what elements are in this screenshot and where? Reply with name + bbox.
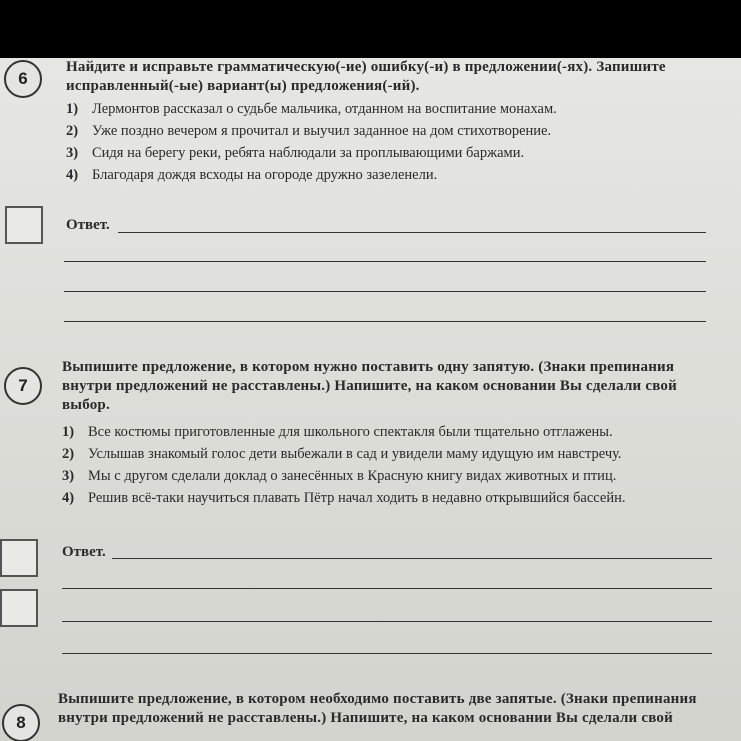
option-row <box>66 142 557 164</box>
option-number: 3) <box>66 145 79 161</box>
option-number: 1) <box>62 424 75 440</box>
answer-line[interactable] <box>64 291 706 292</box>
option-text: Мы с другом сделали доклад о занесённых в Красную книгу видах животных и птиц. <box>88 468 617 484</box>
option-number: 3) <box>62 468 75 484</box>
option-row <box>66 98 557 120</box>
answer-box-7-reason[interactable] <box>0 589 38 627</box>
option-number: 4) <box>62 490 75 506</box>
answer-line[interactable] <box>64 261 706 262</box>
option-row <box>66 120 557 142</box>
option-row <box>62 421 625 443</box>
option-number: 1) <box>66 101 79 117</box>
answer-line[interactable] <box>62 588 712 589</box>
option-row <box>66 164 557 186</box>
option-text: Сидя на берегу реки, ребята наблюдали за проплывающими баржами. <box>92 145 525 161</box>
option-text: Лермонтов рассказал о судьбе мальчика, отданном на воспитание монахам. <box>92 101 557 117</box>
answer-box-7[interactable] <box>0 539 38 577</box>
answer-line[interactable] <box>62 621 712 622</box>
option-number: 2) <box>62 446 75 462</box>
worksheet-page <box>0 58 741 741</box>
question-6-options <box>66 98 557 186</box>
option-row <box>62 465 625 487</box>
question-6-instruction: Найдите и исправьте грамматическую(-ие) ошибку(-и) в предложении(-ях). Запишите исправленный(-ые) вариант(ы) предложения(-ий). <box>66 59 666 94</box>
answer-line[interactable] <box>112 558 712 559</box>
question-6-number: 6 <box>4 60 42 98</box>
question-7-instruction: Выпишите предложение, в котором нужно поставить одну запятую. (Знаки препинания внутри предложений не расставлены.) Напишите, на каком основании Вы сделали свой выбор. <box>62 359 677 413</box>
option-text: Услышав знакомый голос дети выбежали в сад и увидели маму идущую им навстречу. <box>88 446 622 462</box>
answer-line[interactable] <box>118 232 706 233</box>
option-row <box>62 443 625 465</box>
option-text: Благодаря дождя всходы на огороде дружно зазеленели. <box>92 167 438 183</box>
answer-label-6: Ответ. <box>66 217 110 233</box>
answer-box-6[interactable] <box>5 206 43 244</box>
question-8-number: 8 <box>2 704 40 741</box>
answer-line[interactable] <box>62 653 712 654</box>
option-text: Уже поздно вечером я прочитал и выучил заданное на дом стихотворение. <box>92 123 552 139</box>
option-text: Все костюмы приготовленные для школьного спектакля были тщательно отглажены. <box>88 424 613 440</box>
answer-line[interactable] <box>64 321 706 322</box>
option-text: Решив всё-таки научиться плавать Пётр начал ходить в недавно открывшийся бассейн. <box>88 490 626 506</box>
option-row <box>62 487 625 509</box>
option-number: 4) <box>66 167 79 183</box>
question-7-number: 7 <box>4 367 42 405</box>
question-8-instruction: Выпишите предложение, в котором необходимо поставить две запятые. (Знаки препинания внутри предложений не расставлены.) Напишите, на каком основании Вы сделали свой <box>58 691 697 726</box>
option-number: 2) <box>66 123 79 139</box>
question-7-options <box>62 421 625 509</box>
answer-label-7: Ответ. <box>62 544 106 560</box>
